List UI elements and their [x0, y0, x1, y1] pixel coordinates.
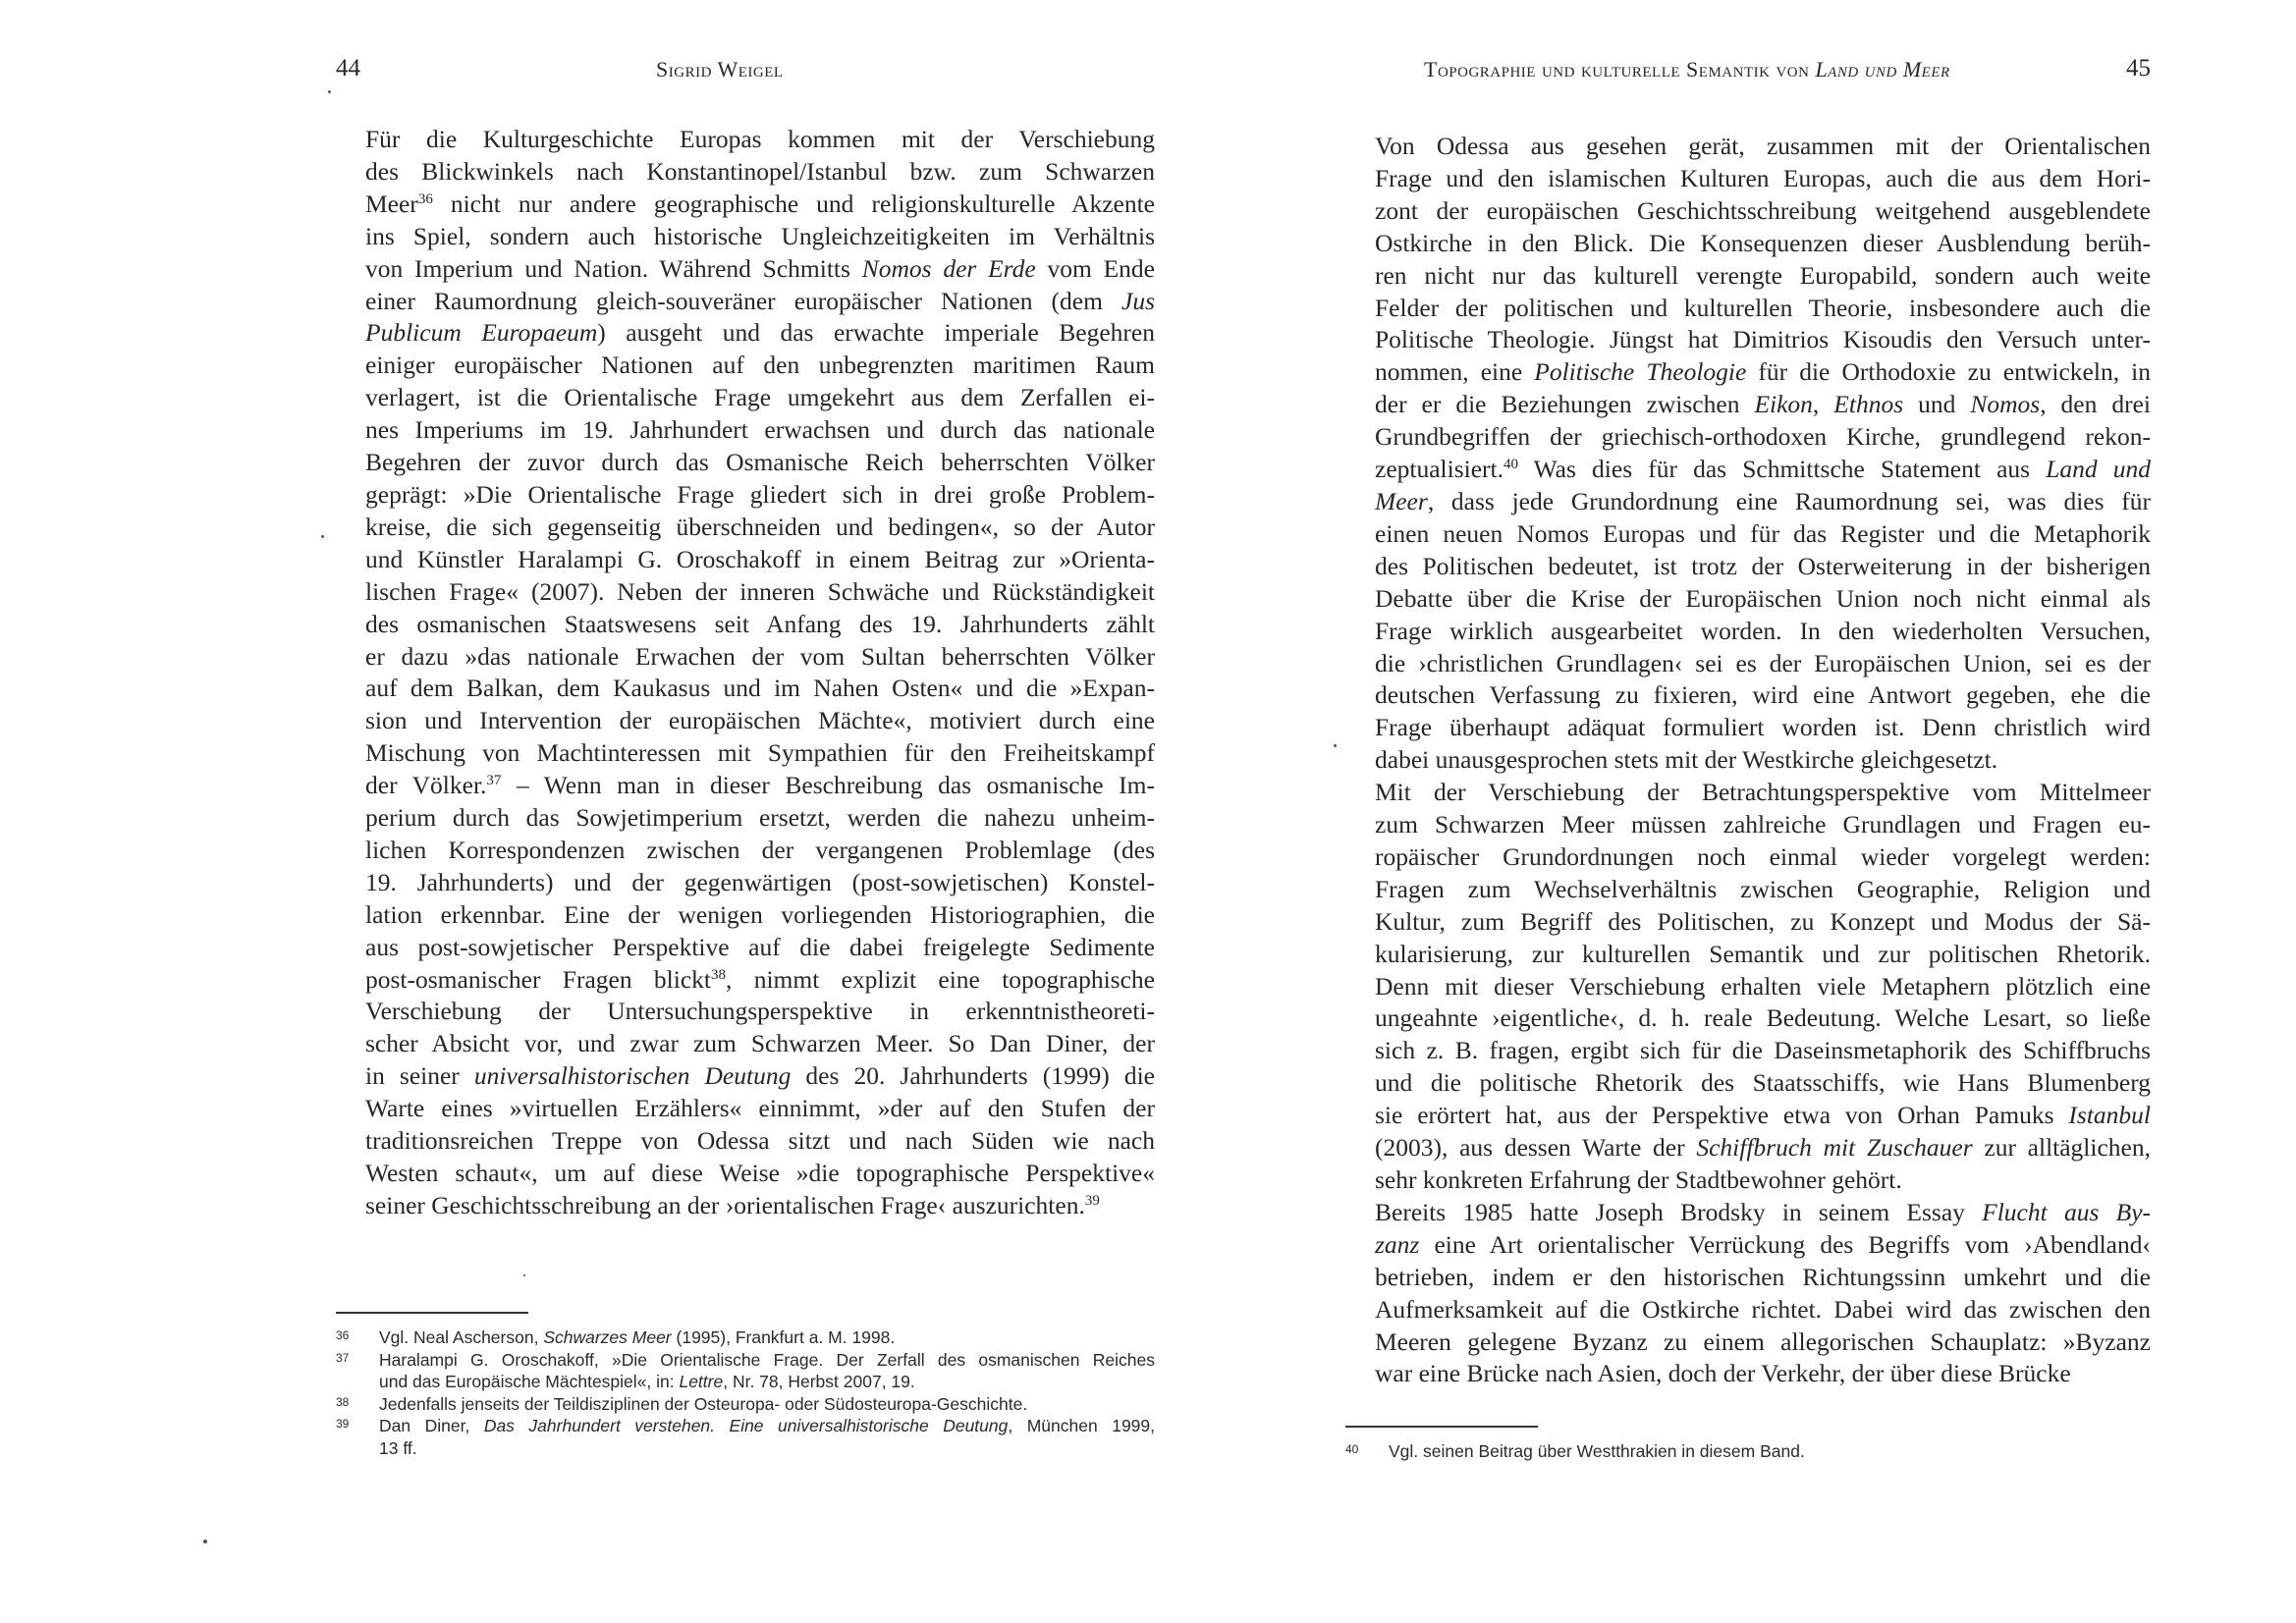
text-line: Mit der Verschiebung der Betrachtungsperspektive vom Mittelmeer [1375, 778, 2151, 807]
right-footnote-rule [1345, 1426, 1538, 1428]
text-line: einer Raumordnung gleich-souveräner europäischer Nationen (dem Jus [365, 286, 1155, 315]
footnote [334, 1326, 1155, 1349]
text-line: traditionsreichen Treppe von Odessa sitzt und nach Süden wie nach [365, 1126, 1155, 1156]
text-line: nommen, eine Politische Theologie für die Orthodoxie zu entwickeln, in [1375, 357, 2151, 387]
text-line: Frage überhaupt adäquat formuliert worden ist. Denn christlich wird [1375, 713, 2151, 742]
text-line: und die politische Rhetorik des Staatsschiffs, wie Hans Blumenberg [1375, 1068, 2151, 1098]
right-running-head-title: Topographie und kulturelle Semantik von Land und Meer [1424, 57, 1950, 81]
text-line: Denn mit dieser Verschiebung erhalten viele Metaphern plötzlich eine [1375, 971, 2151, 1001]
footnote-number: 37 [336, 1350, 350, 1365]
text-line: aus post-sowjetischer Perspektive auf die dabei freigelegte Sedimente [365, 932, 1155, 961]
text-line: des Blickwinkels nach Konstantinopel/Istanbul bzw. zum Schwarzen [365, 156, 1155, 186]
text-line: Von Odessa aus gesehen gerät, zusammen mit der Orientalischen [1375, 132, 2151, 160]
text-line: Kultur, zum Begriff des Politischen, zu Konzept und Modus der Sä- [1375, 906, 2151, 936]
text-line: sion und Intervention der europäischen Mächte«, motiviert durch eine [365, 706, 1155, 735]
footnote [334, 1349, 1155, 1393]
text-line: post-osmanischer Fragen blickt$^{38}$, nimmt explizit eine topographische [365, 964, 1155, 994]
right-running-header [1343, 55, 2151, 94]
text-line: Mischung von Machtinteressen mit Sympathien für den Freiheitskampf [365, 738, 1155, 768]
text-line: einiger europäischer Nationen auf den unbegrenzten maritimen Raum [365, 351, 1155, 380]
footnote-line: Vgl. Neal Ascherson, Schwarzes Meer (1995), Frankfurt a. M. 1998. [379, 1327, 896, 1347]
left-running-header [334, 55, 1155, 94]
text-line: Westen schaut«, um auf diese Weise »die topographische Perspektive« [365, 1159, 1155, 1187]
paragraph [1343, 777, 2151, 1197]
text-line: Verschiebung der Untersuchungsperspektive in erkenntnistheoreti- [365, 997, 1155, 1026]
text-line: ren nicht nur das kulturell verengte Europabild, sondern auch weite [1375, 260, 2151, 290]
scan-speck [1334, 744, 1337, 747]
text-line: 19. Jahrhunderts) und der gegenwärtigen (post-sowjetischen) Konstel- [365, 867, 1155, 896]
text-line: des Politischen bedeutet, ist trotz der Osterweiterung in der bisherigen [1375, 551, 2151, 580]
left-body-text [334, 124, 1155, 1222]
scan-speck [321, 535, 324, 538]
left-page-number: 44 [336, 55, 360, 81]
paragraph [1343, 131, 2151, 777]
text-line: Felder der politischen und kulturellen Theorie, insbesondere auch die [1375, 293, 2151, 322]
scan-speck [523, 1274, 525, 1276]
text-line: ins Spiel, sondern auch historische Ungleichzeitigkeiten im Verhältnis [365, 221, 1155, 250]
text-line: scher Absicht vor, und zwar zum Schwarzen Meer. So Dan Diner, der [365, 1029, 1155, 1058]
footnote-number: 40 [1345, 1442, 1359, 1456]
text-line: sehr konkreten Erfahrung der Stadtbewohner gehört. [1375, 1165, 1902, 1194]
scan-speck [328, 90, 331, 93]
text-line: sie erörtert hat, aus der Perspektive etwa von Orhan Pamuks Istanbul [1375, 1101, 2151, 1130]
text-line: seiner Geschichtsschreibung an der ›orientalischen Frage‹ auszurichten.$^{39}$ [365, 1190, 1100, 1219]
text-line: geprägt: »Die Orientalische Frage gliedert sich in drei große Problem- [365, 479, 1155, 509]
text-line: Warte eines »virtuellen Erzählers« einnimmt, »der auf den Stufen der [365, 1094, 1155, 1123]
text-line: zanz eine Art orientalischer Verrückung des Begriffs vom ›Abendland‹ [1375, 1229, 2151, 1259]
text-line: Meer, dass jede Grundordnung eine Raumordnung sei, was dies für [1375, 486, 2151, 515]
footnote-line: Vgl. seinen Beitrag über Westthrakien in diesem Band. [1389, 1441, 1805, 1461]
text-line: der er die Beziehungen zwischen Eikon, Ethnos und Nomos, den drei [1375, 390, 2152, 419]
text-line: betrieben, indem er den historischen Richtungssinn umkehrt und die [1375, 1262, 2151, 1291]
footnote-marker: 38 [711, 966, 726, 983]
footnote [334, 1393, 1155, 1416]
text-line: einen neuen Nomos Europas und für das Register und die Metaphorik [1375, 518, 2151, 548]
left-footnotes [334, 1326, 1155, 1459]
text-line: Frage wirklich ausgearbeitet worden. In den wiederholten Versuchen, [1375, 616, 2151, 645]
text-line: kreise, die sich gegenseitig überschneiden und bedingen«, so der Autor [365, 512, 1155, 541]
scan-speck [203, 1540, 207, 1543]
text-line: deutschen Verfassung zu fixieren, wird eine Antwort gegeben, ehe die [1375, 680, 2151, 710]
text-line: verlagert, ist die Orientalische Frage umgekehrt aus dem Zerfallen ei- [365, 383, 1155, 412]
footnote-line: Dan Diner, Das Jahrhundert verstehen. Eine universalhistorische Deutung, München 1999, [379, 1416, 1156, 1435]
text-line: war eine Brücke nach Asien, doch der Verkehr, der über diese Brücke [1375, 1359, 2071, 1388]
text-line: Debatte über die Krise der Europäischen Union noch nicht einmal als [1375, 583, 2151, 613]
text-line: lichen Korrespondenzen zwischen der vergangenen Problemlage (des [365, 835, 1155, 864]
footnote-line: Haralampi G. Oroschakoff, »Die Orientalische Frage. Der Zerfall des osmanischen Reiches [379, 1349, 1155, 1370]
footnote-marker: 39 [1084, 1192, 1100, 1209]
left-running-head-title: Sigrid Weigel [656, 57, 784, 81]
text-line: Fragen zum Wechselverhältnis zwischen Geographie, Religion und [1375, 874, 2151, 903]
text-line: Begehren der zuvor durch das Osmanische Reich beherrschten Völker [365, 448, 1155, 477]
text-line: er dazu »das nationale Erwachen der vom Sultan beherrschten Völker [365, 641, 1155, 671]
left-footnote-rule [336, 1312, 528, 1314]
text-line: Politische Theologie. Jüngst hat Dimitrios Kisoudis den Versuch unter- [1375, 325, 2151, 354]
text-line: zeptualisiert.$^{40}$ Was dies für das Schmittsche Statement aus Land und [1375, 455, 2151, 484]
text-line: lation erkennbar. Eine der wenigen vorliegenden Historiographien, die [365, 899, 1155, 929]
right-body-text [1343, 131, 2151, 1390]
text-line: des osmanischen Staatswesens seit Anfang des 19. Jahrhunderts zählt [365, 609, 1155, 638]
footnote-line: 13 ff. [379, 1437, 417, 1458]
text-line: und Künstler Haralampi G. Oroschakoff in einem Beitrag zur »Orienta- [365, 544, 1155, 573]
text-line: sich z. B. fragen, ergibt sich für die Daseinsmetaphorik des Schiffbruchs [1375, 1036, 2151, 1065]
text-line: ropäischer Grundordnungen noch einmal wieder vorgelegt werden: [1375, 841, 2151, 871]
footnote-number: 36 [336, 1328, 350, 1342]
footnote-marker: 36 [417, 190, 433, 207]
footnote-marker: 40 [1503, 457, 1518, 473]
text-line: Ostkirche in den Blick. Die Konsequenzen dieser Ausblendung berüh- [1375, 228, 2151, 257]
text-line: Aufmerksamkeit auf die Ostkirche richtet. Dabei wird das zwischen den [1375, 1294, 2151, 1324]
text-line: Für die Kulturgeschichte Europas kommen mit der Verschiebung [365, 125, 1155, 153]
footnote-number: 38 [336, 1394, 350, 1409]
text-line: nes Imperiums im 19. Jahrhundert erwachsen und durch das nationale [365, 415, 1155, 445]
text-line: (2003), aus dessen Warte der Schiffbruch mit Zuschauer zur alltäglichen, [1375, 1133, 2151, 1163]
text-line: die ›christlichen Grundlagen‹ sei es der Europäischen Union, sei es der [1375, 648, 2151, 677]
text-line: zont der europäischen Geschichtsschreibung weitgehend ausgeblendete [1375, 195, 2151, 225]
right-page-number: 45 [2126, 55, 2151, 81]
text-line: auf dem Balkan, dem Kaukasus und im Nahen Osten« und die »Expan- [365, 674, 1155, 703]
text-line: Meeren gelegene Byzanz zu einem allegorischen Schauplatz: »Byzanz [1375, 1326, 2151, 1356]
text-line: ungeahnte ›eigentliche‹, d. h. reale Bedeutung. Welche Lesart, so ließe [1375, 1003, 2151, 1033]
text-line: kularisierung, zur kulturellen Semantik und zur politischen Rhetorik. [1375, 939, 2151, 968]
text-line: Grundbegriffen der griechisch-orthodoxen Kirche, grundlegend rekon- [1375, 422, 2151, 452]
text-line: Meer$^{36}$ nicht nur andere geographische und religionskulturelle Akzente [365, 189, 1155, 218]
paragraph [1343, 1197, 2151, 1390]
text-line: zum Schwarzen Meer müssen zahlreiche Grundlagen und Fragen eu- [1375, 810, 2151, 839]
text-line: in seiner universalhistorischen Deutung des 20. Jahrhunderts (1999) die [365, 1061, 1155, 1091]
text-line: der Völker.$^{37}$ – Wenn man in dieser Beschreibung das osmanische Im- [365, 771, 1155, 800]
footnote [1343, 1440, 2151, 1463]
paragraph [334, 124, 1155, 1222]
right-footnotes [1343, 1440, 2151, 1463]
text-line: Publicum Europaeum) ausgeht und das erwachte imperiale Begehren [365, 318, 1155, 348]
text-line: dabei unausgesprochen stets mit der Westkirche gleichgesetzt. [1375, 745, 1998, 775]
footnote-marker: 37 [486, 773, 502, 789]
footnote [334, 1415, 1155, 1459]
text-line: von Imperium und Nation. Während Schmitts Nomos der Erde vom Ende [365, 253, 1156, 283]
text-line: lischen Frage« (2007). Neben der inneren Schwäche und Rückständigkeit [365, 576, 1155, 606]
text-line: Bereits 1985 hatte Joseph Brodsky in seinem Essay Flucht aus By- [1375, 1197, 2152, 1226]
footnote-line: Jedenfalls jenseits der Teildisziplinen der Osteuropa- oder Südosteuropa-Geschichte. [379, 1393, 1028, 1414]
text-line: perium durch das Sowjetimperium ersetzt, werden die nahezu unheim- [365, 803, 1155, 833]
footnote-line: und das Europäische Mächtespiel«, in: Lettre, Nr. 78, Herbst 2007, 19. [379, 1372, 915, 1391]
text-line: Frage und den islamischen Kulturen Europas, auch die aus dem Hori- [1375, 163, 2151, 192]
footnote-number: 39 [336, 1417, 350, 1431]
